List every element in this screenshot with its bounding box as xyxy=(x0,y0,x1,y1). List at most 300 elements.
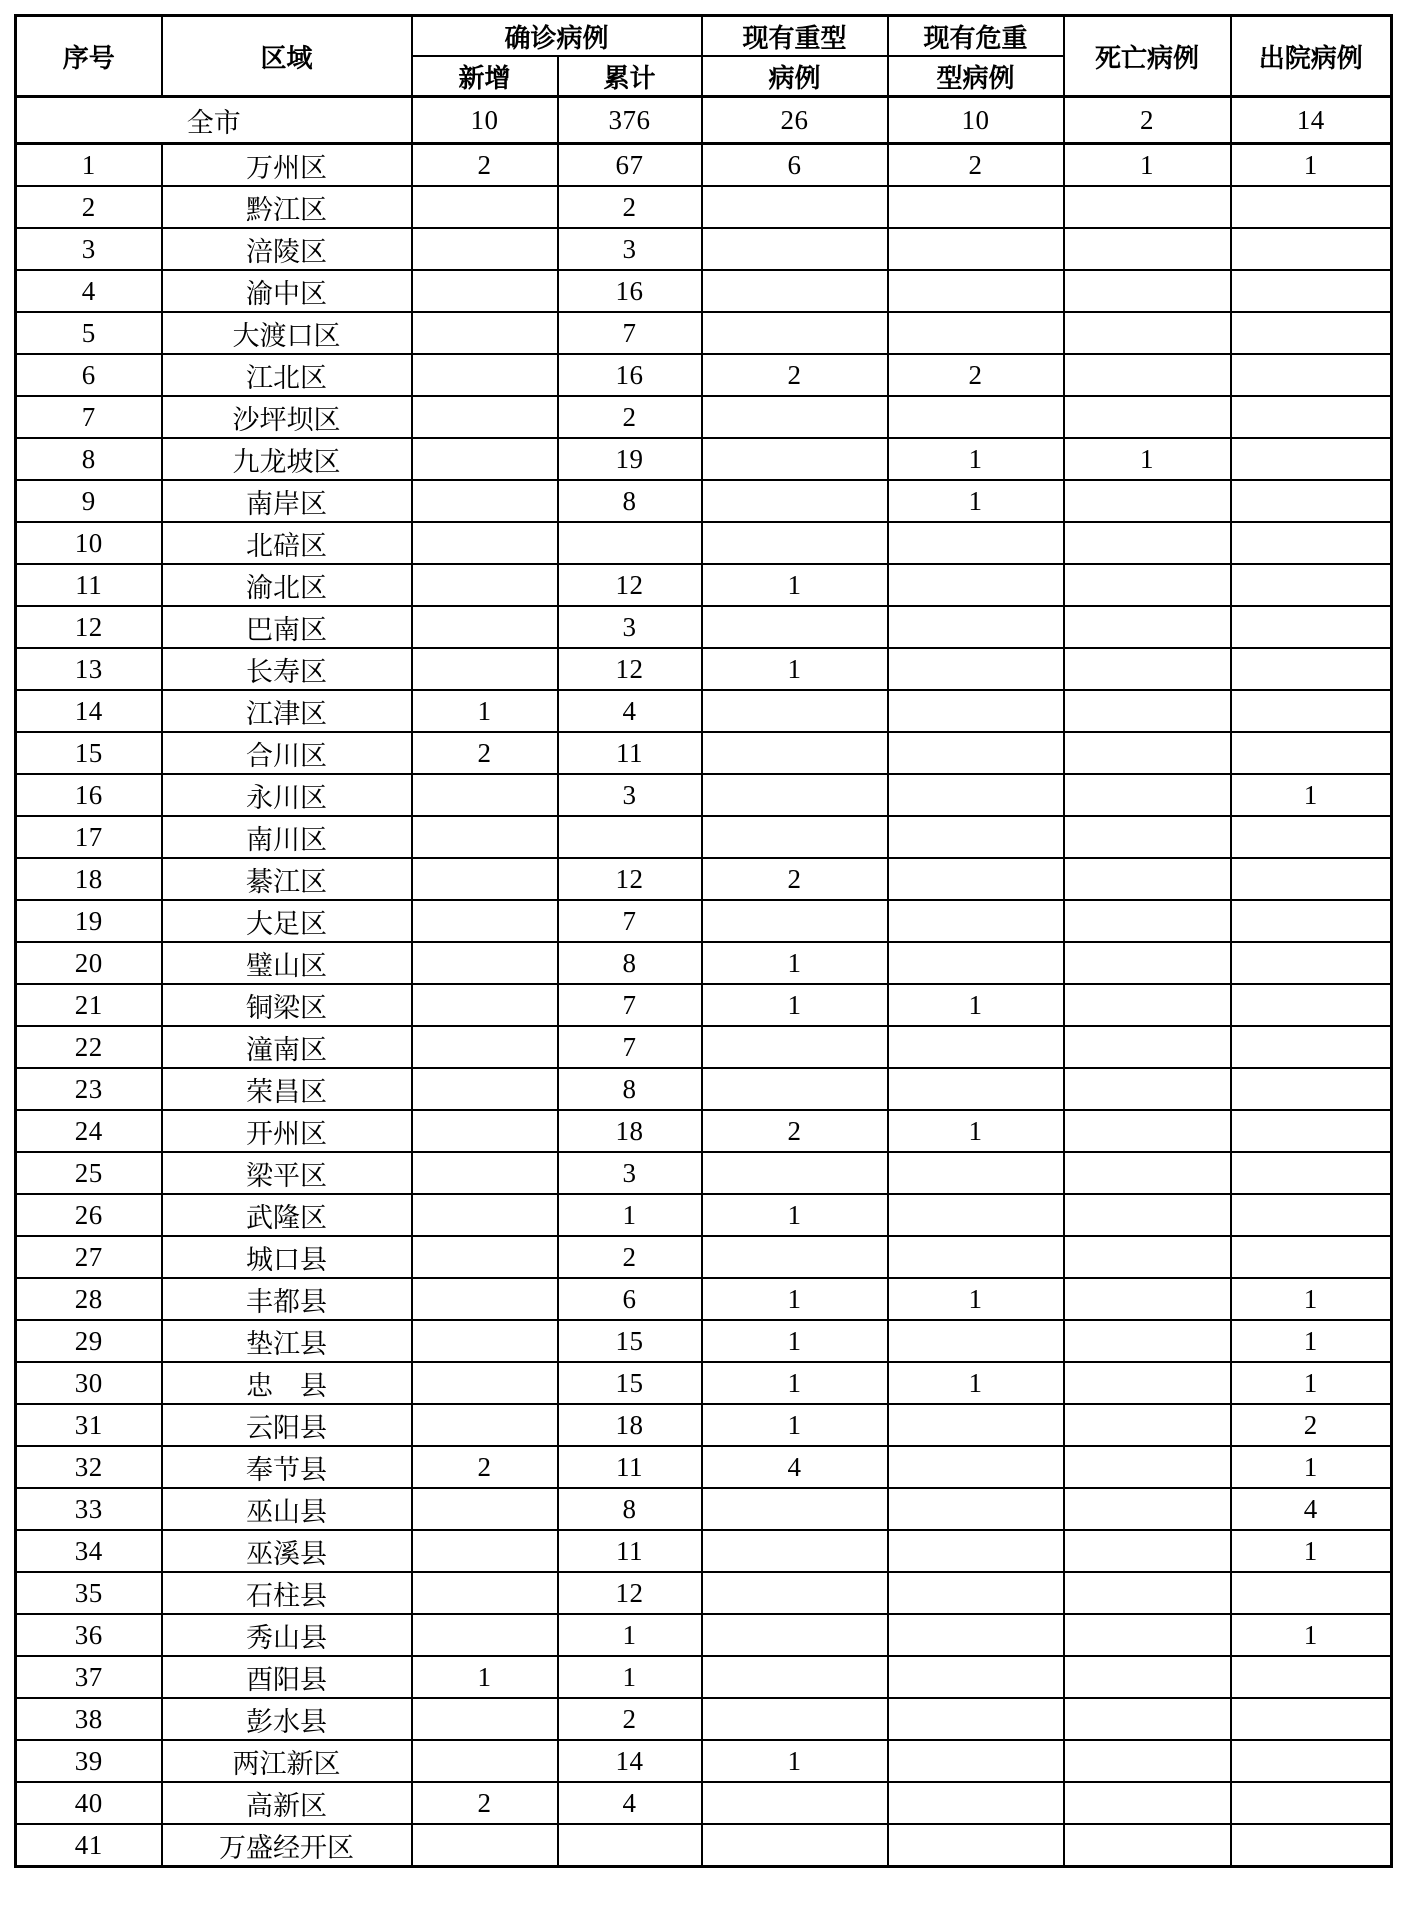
cell-cumulative: 2 xyxy=(558,1698,702,1740)
cell-new xyxy=(412,1278,558,1320)
cell-severe: 1 xyxy=(702,1278,888,1320)
cell-discharged xyxy=(1231,522,1392,564)
table-row xyxy=(16,690,1392,732)
cell-cumulative: 11 xyxy=(558,1446,702,1488)
cell-region: 万盛经开区 xyxy=(162,1824,412,1867)
cell-severe xyxy=(702,1236,888,1278)
cell-region: 渝中区 xyxy=(162,270,412,312)
cell-severe xyxy=(702,1824,888,1867)
cell-discharged xyxy=(1231,1698,1392,1740)
cell-death xyxy=(1064,942,1231,984)
cell-new xyxy=(412,522,558,564)
cell-region: 沙坪坝区 xyxy=(162,396,412,438)
cell-region: 南川区 xyxy=(162,816,412,858)
cell-new: 2 xyxy=(412,1782,558,1824)
cell-death xyxy=(1064,270,1231,312)
cell-critical xyxy=(888,690,1064,732)
cell-severe: 6 xyxy=(702,144,888,187)
cell-new xyxy=(412,1152,558,1194)
cell-cumulative: 15 xyxy=(558,1320,702,1362)
cell-serial: 27 xyxy=(16,1236,162,1278)
cell-cumulative: 18 xyxy=(558,1110,702,1152)
cell-severe xyxy=(702,690,888,732)
cell-discharged xyxy=(1231,1824,1392,1867)
header-serial: 序号 xyxy=(16,16,162,97)
cell-severe: 1 xyxy=(702,942,888,984)
cell-region: 长寿区 xyxy=(162,648,412,690)
cell-new xyxy=(412,354,558,396)
cell-death xyxy=(1064,186,1231,228)
cell-cumulative xyxy=(558,522,702,564)
cell-new: 1 xyxy=(412,690,558,732)
cell-cumulative: 4 xyxy=(558,1782,702,1824)
cell-critical xyxy=(888,564,1064,606)
table-row xyxy=(16,1236,1392,1278)
cell-serial: 30 xyxy=(16,1362,162,1404)
cell-new xyxy=(412,606,558,648)
cell-severe xyxy=(702,480,888,522)
cell-cumulative xyxy=(558,1824,702,1867)
cell-serial: 29 xyxy=(16,1320,162,1362)
cell-new xyxy=(412,900,558,942)
cell-death xyxy=(1064,984,1231,1026)
cell-death xyxy=(1064,1530,1231,1572)
cell-serial: 1 xyxy=(16,144,162,187)
cell-critical xyxy=(888,1152,1064,1194)
cell-critical xyxy=(888,942,1064,984)
cell-critical xyxy=(888,1656,1064,1698)
cell-cumulative: 8 xyxy=(558,1488,702,1530)
cell-cumulative: 1 xyxy=(558,1656,702,1698)
cell-discharged xyxy=(1231,228,1392,270)
cell-new xyxy=(412,438,558,480)
cell-death xyxy=(1064,1698,1231,1740)
table-row xyxy=(16,1278,1392,1320)
table-row xyxy=(16,1446,1392,1488)
table-row xyxy=(16,900,1392,942)
cell-discharged xyxy=(1231,396,1392,438)
cell-region: 大足区 xyxy=(162,900,412,942)
cell-discharged: 2 xyxy=(1231,1404,1392,1446)
header-cumulative: 累计 xyxy=(558,56,702,97)
cell-severe xyxy=(702,606,888,648)
cell-critical xyxy=(888,396,1064,438)
cell-critical xyxy=(888,1488,1064,1530)
cell-cumulative-total: 376 xyxy=(558,97,702,144)
cell-new xyxy=(412,648,558,690)
cell-new xyxy=(412,1194,558,1236)
cell-critical xyxy=(888,606,1064,648)
cell-discharged xyxy=(1231,480,1392,522)
cell-critical xyxy=(888,1026,1064,1068)
cell-new xyxy=(412,1698,558,1740)
cell-discharged xyxy=(1231,1068,1392,1110)
cell-serial: 13 xyxy=(16,648,162,690)
cell-region: 彭水县 xyxy=(162,1698,412,1740)
cell-region: 永川区 xyxy=(162,774,412,816)
cell-cumulative: 12 xyxy=(558,1572,702,1614)
cell-new xyxy=(412,312,558,354)
table-row xyxy=(16,564,1392,606)
cell-cumulative: 15 xyxy=(558,1362,702,1404)
table-row xyxy=(16,984,1392,1026)
cell-cumulative: 11 xyxy=(558,732,702,774)
cell-serial: 38 xyxy=(16,1698,162,1740)
cell-discharged: 1 xyxy=(1231,1320,1392,1362)
cell-critical xyxy=(888,1782,1064,1824)
cell-serial: 19 xyxy=(16,900,162,942)
cell-critical xyxy=(888,270,1064,312)
cell-discharged: 1 xyxy=(1231,774,1392,816)
cell-death xyxy=(1064,1488,1231,1530)
cell-death xyxy=(1064,732,1231,774)
cell-new xyxy=(412,858,558,900)
cell-serial: 24 xyxy=(16,1110,162,1152)
cell-serial: 37 xyxy=(16,1656,162,1698)
cell-cumulative: 3 xyxy=(558,774,702,816)
cell-critical: 2 xyxy=(888,144,1064,187)
cell-new xyxy=(412,1404,558,1446)
cell-death xyxy=(1064,522,1231,564)
cell-severe xyxy=(702,816,888,858)
cell-death-total: 2 xyxy=(1064,97,1231,144)
cell-severe xyxy=(702,1488,888,1530)
cell-discharged xyxy=(1231,900,1392,942)
cell-serial: 35 xyxy=(16,1572,162,1614)
cell-serial: 34 xyxy=(16,1530,162,1572)
cell-cumulative: 2 xyxy=(558,396,702,438)
cell-severe xyxy=(702,1782,888,1824)
cell-new xyxy=(412,774,558,816)
cell-discharged xyxy=(1231,270,1392,312)
cell-region: 铜梁区 xyxy=(162,984,412,1026)
cell-serial: 36 xyxy=(16,1614,162,1656)
cell-region: 潼南区 xyxy=(162,1026,412,1068)
cell-critical: 1 xyxy=(888,984,1064,1026)
table-header xyxy=(16,16,1392,97)
cell-serial: 11 xyxy=(16,564,162,606)
cell-severe xyxy=(702,1614,888,1656)
header-severe-line2: 病例 xyxy=(702,56,888,97)
table-row xyxy=(16,1698,1392,1740)
cell-new xyxy=(412,564,558,606)
cell-new xyxy=(412,1824,558,1867)
cell-severe: 1 xyxy=(702,1194,888,1236)
cell-new xyxy=(412,1236,558,1278)
cell-cumulative: 12 xyxy=(558,858,702,900)
cell-region: 酉阳县 xyxy=(162,1656,412,1698)
cell-critical xyxy=(888,1740,1064,1782)
cell-discharged xyxy=(1231,606,1392,648)
cell-new xyxy=(412,228,558,270)
cell-serial: 9 xyxy=(16,480,162,522)
table-row xyxy=(16,1320,1392,1362)
table-row xyxy=(16,1530,1392,1572)
cell-cumulative: 7 xyxy=(558,984,702,1026)
cell-region: 綦江区 xyxy=(162,858,412,900)
cell-severe: 1 xyxy=(702,648,888,690)
cell-critical: 1 xyxy=(888,1362,1064,1404)
cell-cumulative: 16 xyxy=(558,354,702,396)
cell-serial: 8 xyxy=(16,438,162,480)
table-row xyxy=(16,522,1392,564)
table-row xyxy=(16,942,1392,984)
cell-cumulative: 2 xyxy=(558,1236,702,1278)
cell-severe: 2 xyxy=(702,1110,888,1152)
cell-new xyxy=(412,1068,558,1110)
cell-death xyxy=(1064,1572,1231,1614)
cell-severe xyxy=(702,1572,888,1614)
header-death-cases: 死亡病例 xyxy=(1064,16,1231,97)
cell-new xyxy=(412,1320,558,1362)
cell-serial: 5 xyxy=(16,312,162,354)
cell-death xyxy=(1064,774,1231,816)
cell-discharged: 1 xyxy=(1231,1446,1392,1488)
cell-region: 黔江区 xyxy=(162,186,412,228)
cell-cumulative: 8 xyxy=(558,942,702,984)
cell-death xyxy=(1064,564,1231,606)
cell-cumulative: 11 xyxy=(558,1530,702,1572)
cell-critical xyxy=(888,1824,1064,1867)
cell-new xyxy=(412,1572,558,1614)
cell-region: 巫山县 xyxy=(162,1488,412,1530)
cell-serial: 3 xyxy=(16,228,162,270)
cell-new: 2 xyxy=(412,1446,558,1488)
cell-critical: 1 xyxy=(888,1110,1064,1152)
cell-critical: 1 xyxy=(888,480,1064,522)
cell-serial: 6 xyxy=(16,354,162,396)
cell-discharged xyxy=(1231,1026,1392,1068)
cell-region: 城口县 xyxy=(162,1236,412,1278)
cell-death xyxy=(1064,900,1231,942)
header-critical-line2: 型病例 xyxy=(888,56,1064,97)
cell-new: 1 xyxy=(412,1656,558,1698)
cell-severe xyxy=(702,1068,888,1110)
cell-death xyxy=(1064,1362,1231,1404)
cell-region: 云阳县 xyxy=(162,1404,412,1446)
cell-critical xyxy=(888,1236,1064,1278)
cell-critical xyxy=(888,228,1064,270)
cell-cumulative: 7 xyxy=(558,900,702,942)
cell-new xyxy=(412,942,558,984)
cell-cumulative: 8 xyxy=(558,480,702,522)
total-row xyxy=(16,97,1392,144)
cell-severe: 1 xyxy=(702,984,888,1026)
cell-death xyxy=(1064,396,1231,438)
cell-serial: 26 xyxy=(16,1194,162,1236)
cell-cumulative: 16 xyxy=(558,270,702,312)
table-row xyxy=(16,1488,1392,1530)
cell-discharged: 4 xyxy=(1231,1488,1392,1530)
cell-discharged: 1 xyxy=(1231,1530,1392,1572)
cell-critical xyxy=(888,1068,1064,1110)
cell-critical xyxy=(888,1404,1064,1446)
cell-region: 奉节县 xyxy=(162,1446,412,1488)
cell-severe xyxy=(702,228,888,270)
table-row xyxy=(16,396,1392,438)
cell-cumulative: 6 xyxy=(558,1278,702,1320)
cell-critical xyxy=(888,900,1064,942)
cell-discharged xyxy=(1231,1572,1392,1614)
cell-discharged xyxy=(1231,1236,1392,1278)
cell-cumulative xyxy=(558,816,702,858)
cell-discharged xyxy=(1231,984,1392,1026)
cell-severe xyxy=(702,396,888,438)
cell-severe: 1 xyxy=(702,1320,888,1362)
cell-discharged xyxy=(1231,1656,1392,1698)
cell-region: 江津区 xyxy=(162,690,412,732)
cell-new xyxy=(412,1614,558,1656)
cell-region: 江北区 xyxy=(162,354,412,396)
cell-cumulative: 18 xyxy=(558,1404,702,1446)
table-row xyxy=(16,1026,1392,1068)
table-row xyxy=(16,228,1392,270)
cell-new-total: 10 xyxy=(412,97,558,144)
cell-region: 垫江县 xyxy=(162,1320,412,1362)
header-region: 区域 xyxy=(162,16,412,97)
cell-death xyxy=(1064,1320,1231,1362)
header-critical-line1: 现有危重 xyxy=(888,16,1064,57)
cell-critical xyxy=(888,1614,1064,1656)
cell-discharged xyxy=(1231,1740,1392,1782)
cell-region: 荣昌区 xyxy=(162,1068,412,1110)
table-row xyxy=(16,1362,1392,1404)
cell-region: 涪陵区 xyxy=(162,228,412,270)
cell-severe: 4 xyxy=(702,1446,888,1488)
cell-death xyxy=(1064,1236,1231,1278)
cell-serial: 4 xyxy=(16,270,162,312)
cell-new xyxy=(412,480,558,522)
table-row xyxy=(16,1782,1392,1824)
cell-death xyxy=(1064,480,1231,522)
cell-cumulative: 3 xyxy=(558,1152,702,1194)
table-row xyxy=(16,144,1392,187)
cell-critical: 2 xyxy=(888,354,1064,396)
cell-critical: 1 xyxy=(888,1278,1064,1320)
cell-serial: 14 xyxy=(16,690,162,732)
cell-severe xyxy=(702,312,888,354)
cell-serial: 32 xyxy=(16,1446,162,1488)
cell-new xyxy=(412,396,558,438)
cell-region: 高新区 xyxy=(162,1782,412,1824)
cell-serial: 40 xyxy=(16,1782,162,1824)
cell-cumulative: 19 xyxy=(558,438,702,480)
cell-serial: 39 xyxy=(16,1740,162,1782)
cell-serial: 22 xyxy=(16,1026,162,1068)
cell-death xyxy=(1064,1278,1231,1320)
cell-discharged-total: 14 xyxy=(1231,97,1392,144)
cell-death xyxy=(1064,1446,1231,1488)
cell-cumulative: 14 xyxy=(558,1740,702,1782)
table-row xyxy=(16,1068,1392,1110)
cell-region: 北碚区 xyxy=(162,522,412,564)
cell-new xyxy=(412,1110,558,1152)
cell-region: 巴南区 xyxy=(162,606,412,648)
cell-new xyxy=(412,1362,558,1404)
cell-death xyxy=(1064,1824,1231,1867)
cell-severe xyxy=(702,1152,888,1194)
cell-critical xyxy=(888,1530,1064,1572)
cell-critical xyxy=(888,522,1064,564)
cell-discharged xyxy=(1231,816,1392,858)
cell-discharged xyxy=(1231,690,1392,732)
cell-death xyxy=(1064,690,1231,732)
cell-serial: 15 xyxy=(16,732,162,774)
cell-serial: 18 xyxy=(16,858,162,900)
cell-critical-total: 10 xyxy=(888,97,1064,144)
table-row xyxy=(16,774,1392,816)
cell-new xyxy=(412,816,558,858)
table-row xyxy=(16,1152,1392,1194)
table-row xyxy=(16,1572,1392,1614)
table-row xyxy=(16,858,1392,900)
cell-death xyxy=(1064,354,1231,396)
cell-death xyxy=(1064,1026,1231,1068)
cell-cumulative: 67 xyxy=(558,144,702,187)
cell-new xyxy=(412,1488,558,1530)
table-row xyxy=(16,1614,1392,1656)
table-row xyxy=(16,354,1392,396)
table-row xyxy=(16,312,1392,354)
cell-discharged xyxy=(1231,648,1392,690)
cell-discharged xyxy=(1231,354,1392,396)
cell-severe xyxy=(702,438,888,480)
cell-serial: 2 xyxy=(16,186,162,228)
cell-discharged: 1 xyxy=(1231,144,1392,187)
table-row xyxy=(16,480,1392,522)
cell-severe xyxy=(702,732,888,774)
cell-region: 万州区 xyxy=(162,144,412,187)
cell-death xyxy=(1064,312,1231,354)
cell-discharged xyxy=(1231,732,1392,774)
case-statistics-table xyxy=(14,14,1393,1868)
cell-cumulative: 1 xyxy=(558,1614,702,1656)
table-row xyxy=(16,270,1392,312)
cell-region: 秀山县 xyxy=(162,1614,412,1656)
cell-death xyxy=(1064,648,1231,690)
cell-discharged xyxy=(1231,858,1392,900)
cell-serial: 16 xyxy=(16,774,162,816)
cell-death: 1 xyxy=(1064,438,1231,480)
cell-serial: 23 xyxy=(16,1068,162,1110)
cell-critical xyxy=(888,858,1064,900)
cell-death xyxy=(1064,1740,1231,1782)
cell-critical xyxy=(888,1446,1064,1488)
cell-death xyxy=(1064,1656,1231,1698)
cell-region: 丰都县 xyxy=(162,1278,412,1320)
cell-death xyxy=(1064,1068,1231,1110)
cell-severe: 1 xyxy=(702,1740,888,1782)
table-row xyxy=(16,732,1392,774)
header-new: 新增 xyxy=(412,56,558,97)
header-discharged-cases: 出院病例 xyxy=(1231,16,1392,97)
cell-new xyxy=(412,270,558,312)
cell-severe xyxy=(702,522,888,564)
cell-death xyxy=(1064,228,1231,270)
cell-region: 开州区 xyxy=(162,1110,412,1152)
table-row xyxy=(16,1194,1392,1236)
cell-cumulative: 8 xyxy=(558,1068,702,1110)
cell-region: 九龙坡区 xyxy=(162,438,412,480)
cell-cumulative: 3 xyxy=(558,228,702,270)
cell-discharged xyxy=(1231,312,1392,354)
cell-critical xyxy=(888,648,1064,690)
cell-region: 梁平区 xyxy=(162,1152,412,1194)
cell-new xyxy=(412,186,558,228)
cell-serial: 21 xyxy=(16,984,162,1026)
table-row xyxy=(16,438,1392,480)
cell-death: 1 xyxy=(1064,144,1231,187)
